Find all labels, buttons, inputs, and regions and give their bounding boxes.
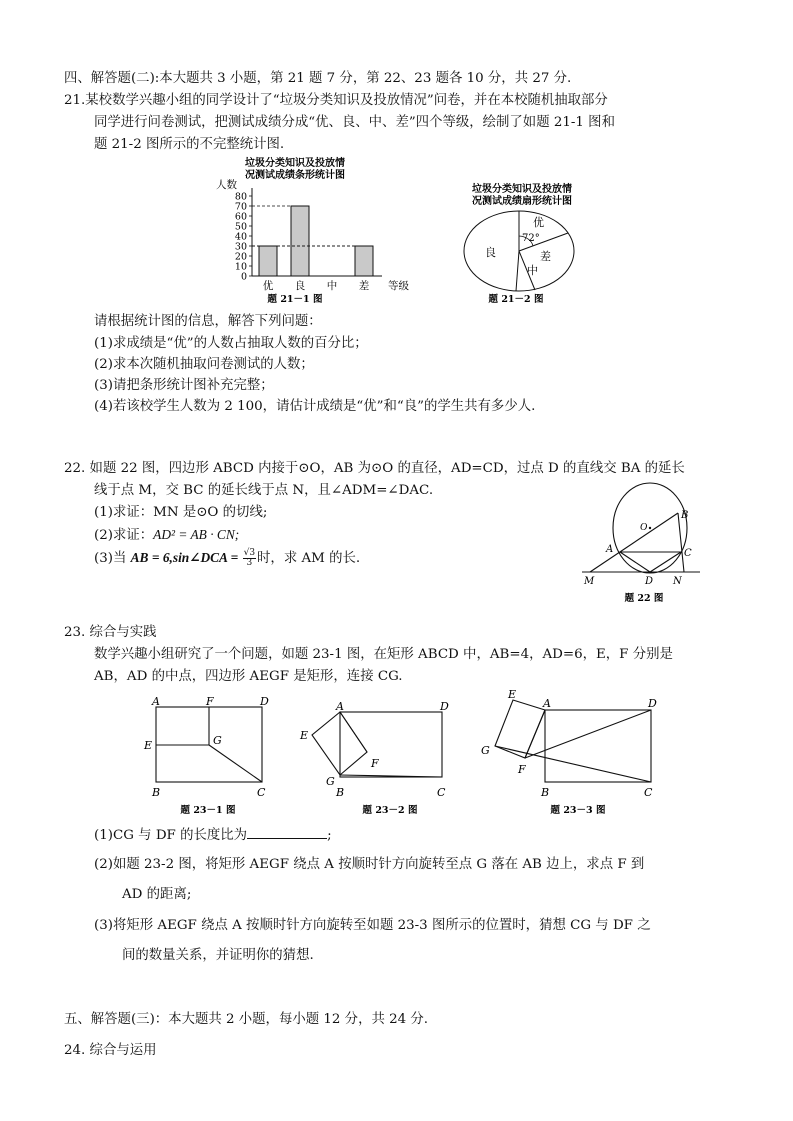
q21-stem-line3: 题 21-2 图所示的不完整统计图. xyxy=(94,137,285,152)
bar-title-line1: 垃圾分类知识及投放情 xyxy=(245,158,345,169)
q21-part1: (1)求成绩是“优”的人数占抽取人数的百分比； xyxy=(94,336,368,351)
pie-label-angle: 72° xyxy=(522,233,540,244)
pie-label-liang: 良 xyxy=(485,246,496,259)
q21-part2: (2)求本次随机抽取问卷测试的人数； xyxy=(94,357,314,372)
svg-text:A: A xyxy=(336,700,344,713)
q22-part3-math: AB = 6,sin∠DCA = xyxy=(130,550,242,565)
svg-text:A: A xyxy=(543,697,551,710)
svg-text:A: A xyxy=(152,695,160,708)
caption-23-3: 题 23－3 图 xyxy=(550,805,606,816)
bar-ytick-label: 80 xyxy=(234,191,247,203)
svg-text:C: C xyxy=(437,786,446,799)
pie-title-line2: 况测试成绩扇形统计图 xyxy=(472,196,572,207)
q21-prompt: 请根据统计图的信息，解答下列问题： xyxy=(94,314,322,329)
q23-part3-line2: 间的数量关系，并证明你的猜想. xyxy=(122,948,314,963)
bar-category-label: 差 xyxy=(358,280,370,292)
q23-line2: AB，AD 的中点，四边形 AEGF 是矩形，连接 CG. xyxy=(94,669,403,684)
svg-text:G: G xyxy=(326,775,335,788)
svg-text:D: D xyxy=(440,700,449,713)
caption-23-2: 题 23－2 图 xyxy=(362,805,418,816)
bar-caption: 题 21－1 图 xyxy=(267,294,323,305)
svg-text:E: E xyxy=(508,688,517,701)
svg-text:C: C xyxy=(257,786,266,799)
bar-xlabel: 等级 xyxy=(388,280,409,292)
bar-ytick-label: 30 xyxy=(234,241,247,253)
figure-23-2 xyxy=(299,700,449,816)
label-d: D xyxy=(645,576,654,587)
q21-part4: (4)若该校学生人数为 2 100，请估计成绩是“优”和“良”的学生共有多少人. xyxy=(94,399,536,414)
svg-text:E: E xyxy=(300,729,309,742)
q24-title: 24. 综合与运用 xyxy=(64,1043,157,1058)
bar-ytick-label: 10 xyxy=(234,261,247,273)
q22-line2: 线于点 M，交 BC 的延长线于点 N，且∠ADM=∠DAC. xyxy=(94,483,434,498)
q23-title: 23. 综合与实践 xyxy=(64,625,157,640)
label-m: M xyxy=(584,576,595,587)
q22-part2: (2)求证：AD² = AB · CN; xyxy=(94,527,240,543)
svg-text:E: E xyxy=(144,739,153,752)
label-o: O xyxy=(640,522,648,533)
bar-ytick-label: 0 xyxy=(240,271,247,283)
svg-text:G: G xyxy=(213,734,222,747)
figure-23-1 xyxy=(143,695,269,816)
bar-ytick-label: 70 xyxy=(234,201,247,213)
svg-text:F: F xyxy=(518,763,526,776)
figure-23-3 xyxy=(481,688,657,816)
bar-category-label: 优 xyxy=(262,280,274,292)
svg-text:B: B xyxy=(336,786,345,799)
bar-category-label: 良 xyxy=(294,280,306,292)
q23-part2-line2: AD 的距离; xyxy=(122,887,192,902)
answer-blank[interactable] xyxy=(247,825,327,839)
label-n: N xyxy=(673,576,682,587)
q21-stem-line2: 同学进行问卷测试，把测试成绩分成“优、良、中、差”四个等级，绘制了如题 21-1 图和 xyxy=(94,115,615,130)
svg-text:G: G xyxy=(481,744,490,757)
label-a: A xyxy=(606,544,614,555)
pie-caption: 题 21－2 图 xyxy=(488,294,544,305)
bar-ytick-label: 40 xyxy=(234,231,247,243)
pie-label-cha: 差 xyxy=(540,250,551,263)
q23-part3-line1: (3)将矩形 AEGF 绕点 A 按顺时针方向旋转至如题 23-3 图所示的位置时，猜想 CG 与 DF 之 xyxy=(94,918,651,933)
caption-23-1: 题 23－1 图 xyxy=(180,805,236,816)
q21-stem-line1: 21.某校数学兴趣小组的同学设计了“垃圾分类知识及投放情况”问卷，并在本校随机抽取部分 xyxy=(64,93,608,108)
svg-text:B: B xyxy=(152,786,161,799)
svg-text:F: F xyxy=(206,695,214,708)
bar-ytick-label: 20 xyxy=(234,251,247,263)
q22-line1: 22. 如题 22 图，四边形 ABCD 内接于⊙O，AB 为⊙O 的直径，AD=CD，过点 D 的直线交 BA 的延长 xyxy=(64,461,685,476)
label-c: C xyxy=(684,548,692,559)
bar-category-label: 中 xyxy=(326,280,338,292)
q22-fraction: $\frac{√3}{3}$ xyxy=(243,548,256,568)
q23-line1: 数学兴趣小组研究了一个问题，如题 23-1 图，在矩形 ABCD 中，AB=4，AD=6，E，F 分别是 xyxy=(94,647,673,662)
svg-text:F: F xyxy=(371,757,379,770)
q23-part1: (1)CG 与 DF 的长度比为 ; xyxy=(94,825,332,845)
section4-heading: 四、解答题(二):本大题共 3 小题，第 21 题 7 分，第 22、23 题各 10 分，共 27 分. xyxy=(64,71,572,86)
bar-ylabel: 人数 xyxy=(216,179,237,191)
section5-heading: 五、解答题(三)：本大题共 2 小题，每小题 12 分，共 24 分. xyxy=(64,1012,429,1027)
q21-part3: (3)请把条形统计图补充完整； xyxy=(94,378,274,393)
svg-text:C: C xyxy=(644,786,653,799)
pie-title-line1: 垃圾分类知识及投放情 xyxy=(472,184,572,195)
pie-label-you: 优 xyxy=(533,216,544,229)
pie-label-zhong: 中 xyxy=(527,264,538,277)
q22-part2-math: AD² = AB · CN; xyxy=(153,527,240,542)
q22-part1: (1)求证：MN 是⊙O 的切线; xyxy=(94,505,268,520)
q23-part2-line1: (2)如题 23-2 图，将矩形 AEGF 绕点 A 按顺时针方向旋转至点 G 落在 AB 边上，求点 F 到 xyxy=(94,857,645,872)
label-b: B xyxy=(681,510,689,521)
q22-part3: (3)当 AB = 6,sin∠DCA = $\frac{√3}{3}$ 时，求 AM 的长. xyxy=(94,548,361,568)
bar-ytick-label: 50 xyxy=(234,221,247,233)
q22-caption: 题 22 图 xyxy=(624,593,664,604)
svg-text:B: B xyxy=(541,786,550,799)
svg-text:D: D xyxy=(648,697,657,710)
bar-ytick-label: 60 xyxy=(234,211,247,223)
svg-text:D: D xyxy=(260,695,269,708)
bar-title-line2: 况测试成绩条形统计图 xyxy=(245,170,345,181)
